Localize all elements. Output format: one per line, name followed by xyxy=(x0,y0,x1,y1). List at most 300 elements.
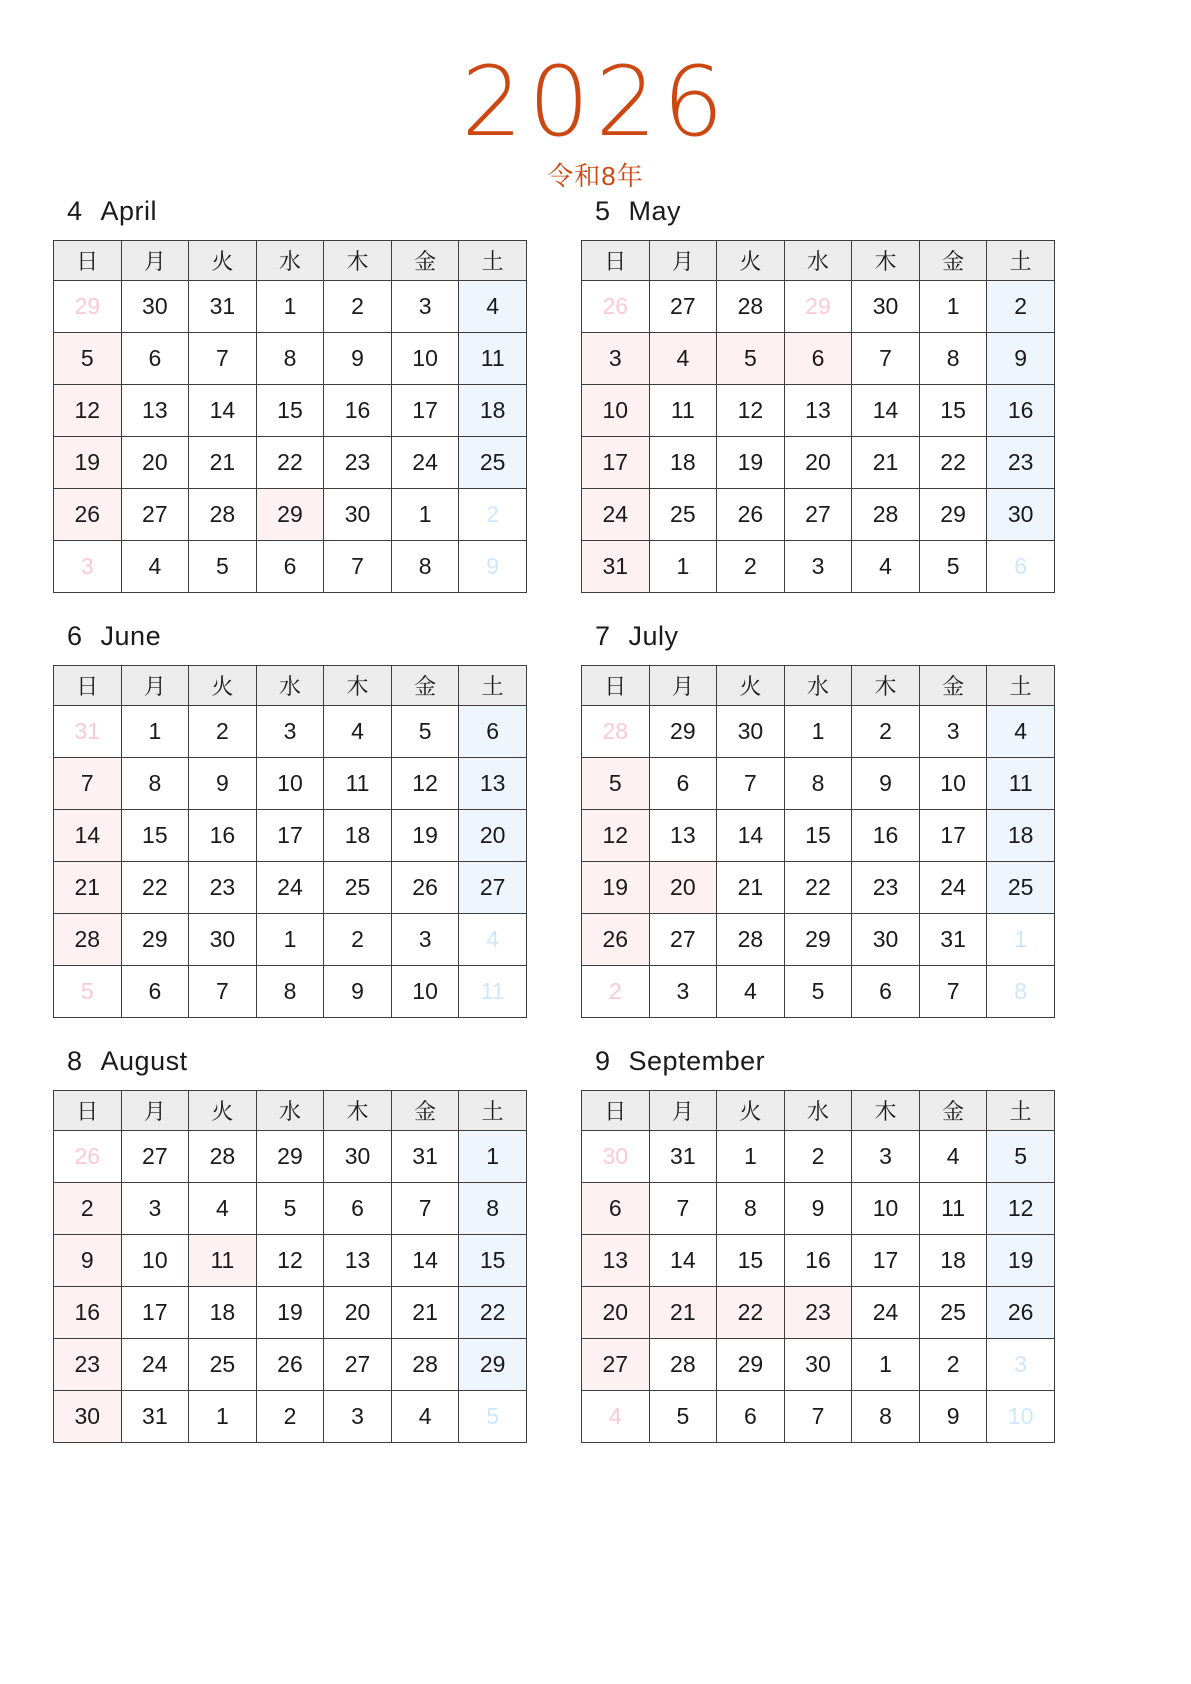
day-cell[interactable]: 12 xyxy=(582,810,650,862)
day-cell[interactable]: 8 xyxy=(784,758,852,810)
day-cell[interactable]: 22 xyxy=(717,1287,785,1339)
day-cell[interactable]: 17 xyxy=(919,810,987,862)
day-cell[interactable]: 17 xyxy=(852,1235,920,1287)
day-cell[interactable]: 7 xyxy=(54,758,122,810)
day-cell[interactable]: 21 xyxy=(54,862,122,914)
day-cell[interactable]: 8 xyxy=(919,333,987,385)
day-cell[interactable]: 18 xyxy=(987,810,1055,862)
day-cell[interactable]: 15 xyxy=(717,1235,785,1287)
week-row xyxy=(582,758,1055,810)
day-cell[interactable]: 5 xyxy=(784,966,852,1018)
day-cell[interactable]: 15 xyxy=(919,385,987,437)
day-cell[interactable]: 1 xyxy=(121,706,189,758)
weekday-header-2: 火 xyxy=(189,1091,257,1131)
day-cell[interactable]: 29 xyxy=(649,706,717,758)
day-cell[interactable]: 31 xyxy=(121,1391,189,1443)
day-cell[interactable]: 30 xyxy=(852,281,920,333)
day-cell[interactable]: 5 xyxy=(391,706,459,758)
day-cell[interactable]: 1 xyxy=(717,1131,785,1183)
day-cell[interactable]: 11 xyxy=(987,758,1055,810)
day-cell[interactable]: 29 xyxy=(256,1131,324,1183)
day-cell[interactable]: 24 xyxy=(256,862,324,914)
weekday-header-6: 土 xyxy=(459,241,527,281)
day-cell[interactable]: 23 xyxy=(987,437,1055,489)
day-cell[interactable]: 23 xyxy=(189,862,257,914)
day-cell[interactable]: 22 xyxy=(121,862,189,914)
day-cell[interactable]: 2 xyxy=(324,914,392,966)
day-cell[interactable]: 28 xyxy=(852,489,920,541)
day-cell[interactable]: 2 xyxy=(54,1183,122,1235)
day-cell[interactable]: 21 xyxy=(852,437,920,489)
day-cell[interactable]: 5 xyxy=(919,541,987,593)
day-cell[interactable]: 14 xyxy=(852,385,920,437)
day-cell[interactable]: 27 xyxy=(582,1339,650,1391)
day-cell[interactable]: 25 xyxy=(324,862,392,914)
day-cell[interactable]: 30 xyxy=(324,489,392,541)
day-cell[interactable]: 4 xyxy=(391,1391,459,1443)
week-row xyxy=(582,1131,1055,1183)
day-cell[interactable]: 5 xyxy=(189,541,257,593)
day-cell[interactable]: 31 xyxy=(54,706,122,758)
day-cell[interactable]: 8 xyxy=(121,758,189,810)
week-row xyxy=(54,281,527,333)
day-cell[interactable]: 26 xyxy=(582,281,650,333)
months-container xyxy=(53,196,1055,1471)
day-cell[interactable]: 30 xyxy=(852,914,920,966)
day-cell[interactable]: 11 xyxy=(459,966,527,1018)
weekday-header-0: 日 xyxy=(582,666,650,706)
day-cell[interactable]: 19 xyxy=(54,437,122,489)
day-cell[interactable]: 24 xyxy=(582,489,650,541)
day-cell[interactable]: 7 xyxy=(852,333,920,385)
day-cell[interactable]: 17 xyxy=(121,1287,189,1339)
day-cell[interactable]: 25 xyxy=(987,862,1055,914)
day-cell[interactable]: 6 xyxy=(459,706,527,758)
day-cell[interactable]: 5 xyxy=(54,966,122,1018)
day-cell[interactable]: 3 xyxy=(852,1131,920,1183)
day-cell[interactable]: 14 xyxy=(54,810,122,862)
day-cell[interactable]: 19 xyxy=(582,862,650,914)
day-cell[interactable]: 3 xyxy=(987,1339,1055,1391)
day-cell[interactable]: 14 xyxy=(391,1235,459,1287)
day-cell[interactable]: 7 xyxy=(189,966,257,1018)
day-cell[interactable]: 28 xyxy=(189,489,257,541)
day-cell[interactable]: 1 xyxy=(784,706,852,758)
day-cell[interactable]: 5 xyxy=(649,1391,717,1443)
day-cell[interactable]: 29 xyxy=(784,281,852,333)
day-cell[interactable]: 18 xyxy=(189,1287,257,1339)
day-cell[interactable]: 19 xyxy=(717,437,785,489)
weekday-header-4: 木 xyxy=(324,1091,392,1131)
day-cell[interactable]: 20 xyxy=(784,437,852,489)
day-cell[interactable]: 4 xyxy=(459,281,527,333)
day-cell[interactable]: 23 xyxy=(784,1287,852,1339)
day-cell[interactable]: 18 xyxy=(459,385,527,437)
month-block-may xyxy=(581,196,1055,593)
day-cell[interactable]: 27 xyxy=(649,281,717,333)
day-cell[interactable]: 26 xyxy=(717,489,785,541)
day-cell[interactable]: 16 xyxy=(784,1235,852,1287)
day-cell[interactable]: 1 xyxy=(256,914,324,966)
day-cell[interactable]: 2 xyxy=(582,966,650,1018)
day-cell[interactable]: 31 xyxy=(919,914,987,966)
weekday-header-5: 金 xyxy=(391,666,459,706)
day-cell[interactable]: 6 xyxy=(649,758,717,810)
day-cell[interactable]: 16 xyxy=(324,385,392,437)
day-cell[interactable]: 28 xyxy=(189,1131,257,1183)
day-cell[interactable]: 27 xyxy=(324,1339,392,1391)
day-cell[interactable]: 2 xyxy=(324,281,392,333)
day-cell[interactable]: 30 xyxy=(189,914,257,966)
month-name: August xyxy=(100,1046,188,1076)
day-cell[interactable]: 27 xyxy=(121,489,189,541)
week-row xyxy=(54,489,527,541)
day-cell[interactable]: 6 xyxy=(717,1391,785,1443)
day-cell[interactable]: 13 xyxy=(459,758,527,810)
day-cell[interactable]: 22 xyxy=(919,437,987,489)
day-cell[interactable]: 3 xyxy=(391,281,459,333)
day-cell[interactable]: 17 xyxy=(582,437,650,489)
day-cell[interactable]: 21 xyxy=(391,1287,459,1339)
month-row xyxy=(53,196,1055,593)
day-cell[interactable]: 11 xyxy=(189,1235,257,1287)
day-cell[interactable]: 9 xyxy=(189,758,257,810)
day-cell[interactable]: 11 xyxy=(649,385,717,437)
day-cell[interactable]: 14 xyxy=(649,1235,717,1287)
day-cell[interactable]: 13 xyxy=(784,385,852,437)
day-cell[interactable]: 10 xyxy=(987,1391,1055,1443)
day-cell[interactable]: 4 xyxy=(459,914,527,966)
day-cell[interactable]: 24 xyxy=(391,437,459,489)
day-cell[interactable]: 29 xyxy=(919,489,987,541)
day-cell[interactable]: 21 xyxy=(649,1287,717,1339)
day-cell[interactable]: 3 xyxy=(391,914,459,966)
day-cell[interactable]: 26 xyxy=(54,1131,122,1183)
day-cell[interactable]: 4 xyxy=(717,966,785,1018)
day-cell[interactable]: 13 xyxy=(121,385,189,437)
day-cell[interactable]: 10 xyxy=(582,385,650,437)
day-cell[interactable]: 26 xyxy=(582,914,650,966)
day-cell[interactable]: 16 xyxy=(987,385,1055,437)
day-cell[interactable]: 9 xyxy=(459,541,527,593)
month-name: April xyxy=(100,196,158,226)
day-cell[interactable]: 5 xyxy=(256,1183,324,1235)
weekday-header-4: 木 xyxy=(324,666,392,706)
day-cell[interactable]: 2 xyxy=(256,1391,324,1443)
week-row xyxy=(582,489,1055,541)
day-cell[interactable]: 4 xyxy=(919,1131,987,1183)
day-cell[interactable]: 28 xyxy=(391,1339,459,1391)
day-cell[interactable]: 9 xyxy=(54,1235,122,1287)
day-cell[interactable]: 4 xyxy=(121,541,189,593)
day-cell[interactable]: 3 xyxy=(919,706,987,758)
weekday-header-3: 水 xyxy=(256,666,324,706)
day-cell[interactable]: 28 xyxy=(54,914,122,966)
day-cell[interactable]: 2 xyxy=(784,1131,852,1183)
day-cell[interactable]: 11 xyxy=(459,333,527,385)
day-cell[interactable]: 24 xyxy=(121,1339,189,1391)
month-number: 9 xyxy=(595,1046,611,1076)
day-cell[interactable]: 29 xyxy=(717,1339,785,1391)
day-cell[interactable]: 10 xyxy=(919,758,987,810)
day-cell[interactable]: 28 xyxy=(649,1339,717,1391)
day-cell[interactable]: 4 xyxy=(987,706,1055,758)
week-row xyxy=(582,810,1055,862)
day-cell[interactable]: 6 xyxy=(784,333,852,385)
month-title xyxy=(53,1046,527,1077)
day-cell[interactable]: 2 xyxy=(919,1339,987,1391)
day-cell[interactable]: 15 xyxy=(121,810,189,862)
day-cell[interactable]: 30 xyxy=(324,1131,392,1183)
day-cell[interactable]: 6 xyxy=(582,1183,650,1235)
day-cell[interactable]: 26 xyxy=(391,862,459,914)
weekday-header-6: 土 xyxy=(987,1091,1055,1131)
day-cell[interactable]: 10 xyxy=(121,1235,189,1287)
day-cell[interactable]: 4 xyxy=(189,1183,257,1235)
day-cell[interactable]: 25 xyxy=(919,1287,987,1339)
day-cell[interactable]: 21 xyxy=(189,437,257,489)
day-cell[interactable]: 12 xyxy=(717,385,785,437)
day-cell[interactable]: 1 xyxy=(391,489,459,541)
day-cell[interactable]: 7 xyxy=(784,1391,852,1443)
day-cell[interactable]: 1 xyxy=(256,281,324,333)
day-cell[interactable]: 29 xyxy=(54,281,122,333)
day-cell[interactable]: 3 xyxy=(121,1183,189,1235)
day-cell[interactable]: 20 xyxy=(459,810,527,862)
day-cell[interactable]: 12 xyxy=(987,1183,1055,1235)
day-cell[interactable]: 8 xyxy=(987,966,1055,1018)
day-cell[interactable]: 17 xyxy=(391,385,459,437)
day-cell[interactable]: 1 xyxy=(649,541,717,593)
weekday-header-6: 土 xyxy=(987,241,1055,281)
week-row xyxy=(582,862,1055,914)
day-cell[interactable]: 5 xyxy=(717,333,785,385)
day-cell[interactable]: 1 xyxy=(919,281,987,333)
day-cell[interactable]: 19 xyxy=(391,810,459,862)
weekday-header-4: 木 xyxy=(852,666,920,706)
day-cell[interactable]: 12 xyxy=(256,1235,324,1287)
day-cell[interactable]: 23 xyxy=(324,437,392,489)
day-cell[interactable]: 27 xyxy=(784,489,852,541)
month-title xyxy=(581,196,1055,227)
day-cell[interactable]: 9 xyxy=(324,333,392,385)
day-cell[interactable]: 4 xyxy=(324,706,392,758)
day-cell[interactable]: 6 xyxy=(852,966,920,1018)
day-cell[interactable]: 9 xyxy=(852,758,920,810)
day-cell[interactable]: 4 xyxy=(649,333,717,385)
day-cell[interactable]: 26 xyxy=(256,1339,324,1391)
day-cell[interactable]: 31 xyxy=(649,1131,717,1183)
month-number: 7 xyxy=(595,621,611,651)
day-cell[interactable]: 2 xyxy=(987,281,1055,333)
day-cell[interactable]: 3 xyxy=(256,706,324,758)
day-cell[interactable]: 22 xyxy=(784,862,852,914)
month-title xyxy=(53,621,527,652)
day-cell[interactable]: 21 xyxy=(717,862,785,914)
day-cell[interactable]: 7 xyxy=(324,541,392,593)
day-cell[interactable]: 18 xyxy=(324,810,392,862)
day-cell[interactable]: 7 xyxy=(717,758,785,810)
day-cell[interactable]: 17 xyxy=(256,810,324,862)
day-cell[interactable]: 11 xyxy=(324,758,392,810)
day-cell[interactable]: 5 xyxy=(459,1391,527,1443)
day-cell[interactable]: 8 xyxy=(256,966,324,1018)
day-cell[interactable]: 16 xyxy=(189,810,257,862)
weekday-header-2: 火 xyxy=(189,666,257,706)
day-cell[interactable]: 30 xyxy=(121,281,189,333)
day-cell[interactable]: 31 xyxy=(391,1131,459,1183)
day-cell[interactable]: 9 xyxy=(919,1391,987,1443)
day-cell[interactable]: 24 xyxy=(919,862,987,914)
day-cell[interactable]: 2 xyxy=(189,706,257,758)
day-cell[interactable]: 13 xyxy=(324,1235,392,1287)
day-cell[interactable]: 6 xyxy=(121,966,189,1018)
day-cell[interactable]: 15 xyxy=(256,385,324,437)
day-cell[interactable]: 8 xyxy=(852,1391,920,1443)
day-cell[interactable]: 2 xyxy=(459,489,527,541)
day-cell[interactable]: 1 xyxy=(987,914,1055,966)
day-cell[interactable]: 22 xyxy=(459,1287,527,1339)
day-cell[interactable]: 5 xyxy=(582,758,650,810)
day-cell[interactable]: 13 xyxy=(649,810,717,862)
day-cell[interactable]: 29 xyxy=(121,914,189,966)
day-cell[interactable]: 4 xyxy=(852,541,920,593)
weekday-header-2: 火 xyxy=(717,666,785,706)
day-cell[interactable]: 6 xyxy=(987,541,1055,593)
day-cell[interactable]: 3 xyxy=(54,541,122,593)
day-cell[interactable]: 27 xyxy=(121,1131,189,1183)
day-cell[interactable]: 19 xyxy=(987,1235,1055,1287)
week-row xyxy=(582,1183,1055,1235)
month-number: 4 xyxy=(67,196,83,226)
week-row xyxy=(54,1339,527,1391)
day-cell[interactable]: 12 xyxy=(391,758,459,810)
day-cell[interactable]: 29 xyxy=(256,489,324,541)
day-cell[interactable]: 6 xyxy=(121,333,189,385)
day-cell[interactable]: 11 xyxy=(919,1183,987,1235)
day-cell[interactable]: 20 xyxy=(649,862,717,914)
day-cell[interactable]: 10 xyxy=(391,966,459,1018)
day-cell[interactable]: 8 xyxy=(459,1183,527,1235)
day-cell[interactable]: 3 xyxy=(784,541,852,593)
day-cell[interactable]: 19 xyxy=(256,1287,324,1339)
day-cell[interactable]: 8 xyxy=(391,541,459,593)
day-cell[interactable]: 25 xyxy=(649,489,717,541)
day-cell[interactable]: 9 xyxy=(987,333,1055,385)
day-cell[interactable]: 28 xyxy=(582,706,650,758)
week-row xyxy=(54,385,527,437)
year-title: 2026 xyxy=(461,46,730,158)
day-cell[interactable]: 29 xyxy=(459,1339,527,1391)
day-cell[interactable]: 14 xyxy=(189,385,257,437)
day-cell[interactable]: 3 xyxy=(324,1391,392,1443)
day-cell[interactable]: 23 xyxy=(852,862,920,914)
day-cell[interactable]: 26 xyxy=(54,489,122,541)
day-cell[interactable]: 16 xyxy=(54,1287,122,1339)
day-cell[interactable]: 27 xyxy=(649,914,717,966)
weekday-header-3: 水 xyxy=(256,241,324,281)
day-cell[interactable]: 30 xyxy=(784,1339,852,1391)
day-cell[interactable]: 12 xyxy=(54,385,122,437)
weekday-header-0: 日 xyxy=(582,241,650,281)
calendar-table xyxy=(581,1090,1055,1443)
day-cell[interactable]: 16 xyxy=(852,810,920,862)
weekday-header-5: 金 xyxy=(391,1091,459,1131)
day-cell[interactable]: 22 xyxy=(256,437,324,489)
day-cell[interactable]: 2 xyxy=(717,541,785,593)
week-row xyxy=(582,966,1055,1018)
month-block-april xyxy=(53,196,527,593)
day-cell[interactable]: 13 xyxy=(582,1235,650,1287)
day-cell[interactable]: 9 xyxy=(784,1183,852,1235)
day-cell[interactable]: 3 xyxy=(582,333,650,385)
day-cell[interactable]: 25 xyxy=(459,437,527,489)
day-cell[interactable]: 29 xyxy=(784,914,852,966)
calendar-table xyxy=(53,240,527,593)
day-cell[interactable]: 30 xyxy=(54,1391,122,1443)
day-cell[interactable]: 24 xyxy=(852,1287,920,1339)
day-cell[interactable]: 18 xyxy=(919,1235,987,1287)
day-cell[interactable]: 7 xyxy=(391,1183,459,1235)
day-cell[interactable]: 30 xyxy=(987,489,1055,541)
day-cell[interactable]: 8 xyxy=(717,1183,785,1235)
day-cell[interactable]: 1 xyxy=(852,1339,920,1391)
day-cell[interactable]: 20 xyxy=(324,1287,392,1339)
day-cell[interactable]: 7 xyxy=(189,333,257,385)
day-cell[interactable]: 10 xyxy=(852,1183,920,1235)
day-cell[interactable]: 1 xyxy=(189,1391,257,1443)
day-cell[interactable]: 7 xyxy=(649,1183,717,1235)
day-cell[interactable]: 23 xyxy=(54,1339,122,1391)
day-cell[interactable]: 7 xyxy=(919,966,987,1018)
day-cell[interactable]: 3 xyxy=(649,966,717,1018)
day-cell[interactable]: 2 xyxy=(852,706,920,758)
day-cell[interactable]: 30 xyxy=(582,1131,650,1183)
day-cell[interactable]: 1 xyxy=(459,1131,527,1183)
week-row xyxy=(54,541,527,593)
week-row xyxy=(54,810,527,862)
day-cell[interactable]: 4 xyxy=(582,1391,650,1443)
week-row xyxy=(582,914,1055,966)
day-cell[interactable]: 27 xyxy=(459,862,527,914)
day-cell[interactable]: 5 xyxy=(54,333,122,385)
day-cell[interactable]: 8 xyxy=(256,333,324,385)
day-cell[interactable]: 28 xyxy=(717,914,785,966)
day-cell[interactable]: 31 xyxy=(582,541,650,593)
day-cell[interactable]: 20 xyxy=(121,437,189,489)
day-cell[interactable]: 6 xyxy=(256,541,324,593)
day-cell[interactable]: 15 xyxy=(459,1235,527,1287)
week-row xyxy=(582,437,1055,489)
day-cell[interactable]: 31 xyxy=(189,281,257,333)
day-cell[interactable]: 14 xyxy=(717,810,785,862)
calendar-title-block xyxy=(0,0,1191,193)
day-cell[interactable]: 5 xyxy=(987,1131,1055,1183)
day-cell[interactable]: 25 xyxy=(189,1339,257,1391)
day-cell[interactable]: 18 xyxy=(649,437,717,489)
day-cell[interactable]: 10 xyxy=(256,758,324,810)
day-cell[interactable]: 10 xyxy=(391,333,459,385)
week-row xyxy=(54,1131,527,1183)
day-cell[interactable]: 15 xyxy=(784,810,852,862)
day-cell[interactable]: 6 xyxy=(324,1183,392,1235)
day-cell[interactable]: 9 xyxy=(324,966,392,1018)
day-cell[interactable]: 30 xyxy=(717,706,785,758)
day-cell[interactable]: 28 xyxy=(717,281,785,333)
day-cell[interactable]: 20 xyxy=(582,1287,650,1339)
day-cell[interactable]: 26 xyxy=(987,1287,1055,1339)
week-row xyxy=(54,1183,527,1235)
